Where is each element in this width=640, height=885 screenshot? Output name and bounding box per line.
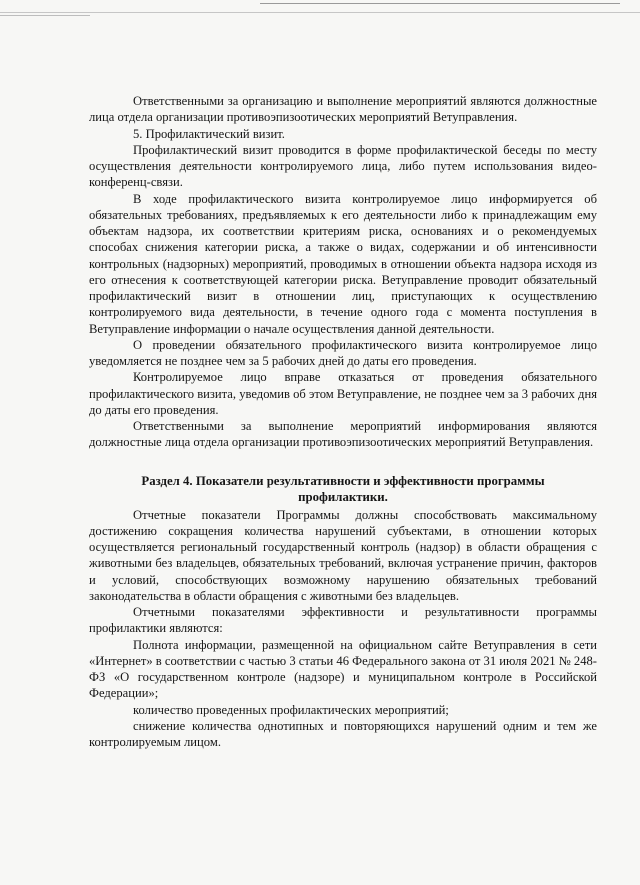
- section-heading: [89, 473, 597, 505]
- paragraph-reporting-indicators: Отчетные показатели Программы должны способствовать максимальному достижению сокращения количества нарушений субъектами, в отношении которых осуществляется региональный государственный контроль (надзор) в области обращения с животными без владельцев, обязательных требований, включая устранение причин, факторов и условий, способствующих возможному нарушению обязательных требований законодательства в области обращения с животными без владельцев.: [89, 507, 597, 603]
- paragraph-item-5-title: 5. Профилактический визит.: [133, 126, 285, 141]
- paragraph-responsible-informing: Ответственными за выполнение мероприятий информирования являются должностные лица отдела организации противоэпизоотических мероприятий Ветуправления.: [89, 419, 597, 450]
- section-heading-line-1: Раздел 4. Показатели результативности и эффективности программы: [141, 473, 545, 488]
- scan-edge-line: [0, 15, 90, 16]
- paragraph-responsible-organization: Ответственными за организацию и выполнение мероприятий являются должностные лица отдела организации противоэпизоотических мероприятий Ветуправления.: [89, 94, 597, 125]
- paragraph-indicator-events-count: количество проведенных профилактических мероприятий;: [133, 702, 449, 717]
- scan-edge-line: [0, 12, 640, 13]
- paragraph-visit-refusal: Контролируемое лицо вправе отказаться от проведения обязательного профилактического визита, уведомив об этом Ветуправление, не позднее чем за 3 рабочих дня до даты его проведения.: [89, 370, 597, 417]
- document-page: [89, 93, 597, 750]
- scan-edge-line: [260, 3, 620, 4]
- section-heading-line-2: профилактики.: [298, 489, 388, 504]
- paragraph-visit-notice: О проведении обязательного профилактического визита контролируемое лицо уведомляется не позднее чем за 5 рабочих дней до даты его проведения.: [89, 337, 597, 368]
- paragraph-indicator-information: Полнота информации, размещенной на официальном сайте Ветуправления в сети «Интернет» в соответствии с частью 3 статьи 46 Федерального закона от 31 июля 2021 № 248-ФЗ «О государственном контроле (надзоре) и муниципальном контроле в Российской Федерации»;: [89, 637, 597, 701]
- paragraph-visit-content: В ходе профилактического визита контролируемое лицо информируется об обязательных требованиях, предъявляемых к его деятельности либо к принадлежащим ему объектам надзора, их соответствии критериям риска, основаниях и о рекомендуемых способах снижения категории риска, а также о видах, содержании и об интенсивности контрольных (надзорных) мероприятий, проводимых в отношении объекта надзора исходя из его отнесения к соответствующей категории риска. Ветуправление проводит обязательный профилактический визит в отношении лиц, приступающих к осуществлению контролируемого вида деятельности, в течение одного года с момента поступления в Ветуправление информации о начале осуществления данной деятельности.: [89, 191, 597, 336]
- paragraph-indicators-intro: Отчетными показателями эффективности и результативности программы профилактики являются:: [89, 605, 597, 636]
- paragraph-indicator-violations: снижение количества однотипных и повторяющихся нарушений одним и тем же контролируемым лицом.: [89, 718, 597, 749]
- paragraph-visit-form: Профилактический визит проводится в форме профилактической беседы по месту осуществления деятельности контролируемого лица, либо путем использования видео-конференц-связи.: [89, 142, 597, 190]
